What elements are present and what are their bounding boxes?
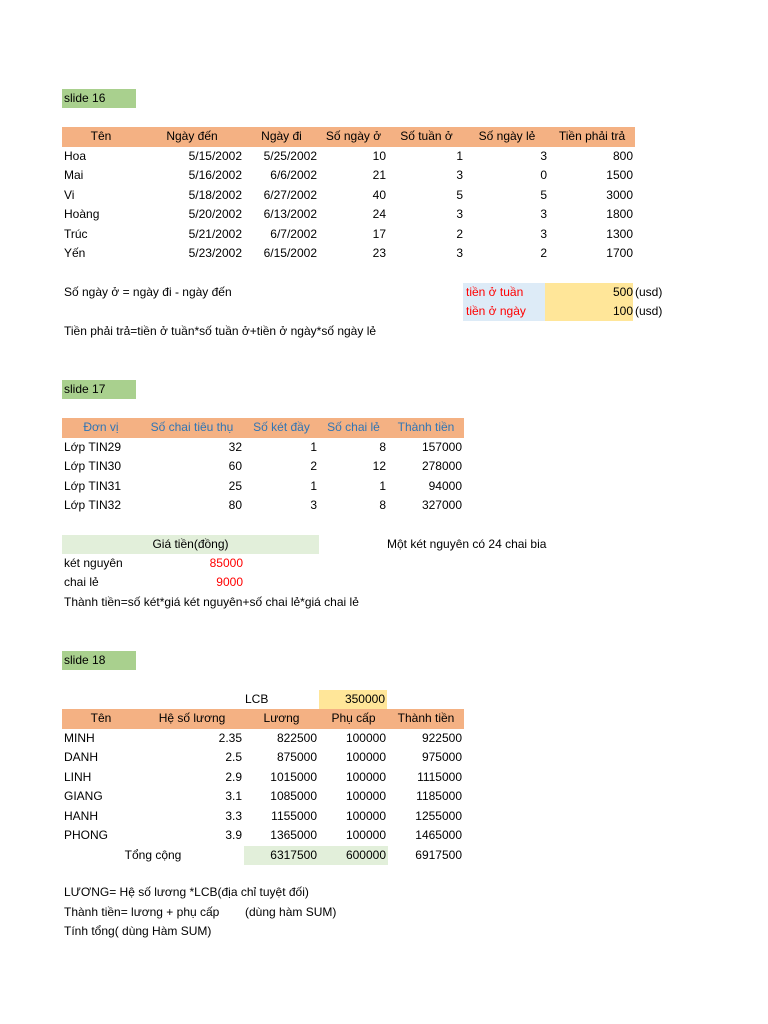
cell: 5 [540,187,547,202]
cell: 1800 [606,207,633,221]
cell: 32 [228,439,242,454]
cell: 5/25/2002 [263,148,317,163]
cell: Hoa [64,148,87,163]
cell: Lớp TIN31 [64,478,122,493]
table-row [62,147,635,167]
rate-day-value: 100 [545,302,633,321]
table-row [62,729,464,749]
slide-16-note-days: Số ngày ở = ngày đi - ngày đến [64,285,232,299]
rate-week-label: tiền ở tuần [463,283,545,302]
cell: 1115000 [417,769,462,784]
header-luong: Lương [263,711,300,725]
rate-day-unit: (usd) [635,304,663,318]
cell: 12 [372,459,386,473]
cell: 327000 [421,498,462,512]
cell: 2 [456,226,463,241]
cell: LINH [64,769,92,784]
cell: Vi [64,187,75,202]
table-row [62,807,464,827]
cell: 23 [372,246,386,260]
cell: 100000 [345,789,386,803]
total-luong: 6317500 [244,846,319,866]
header-so-ngay-le: Số ngày lẻ [478,129,536,143]
cell: 1700 [606,246,633,260]
cell: 875000 [276,750,317,764]
cell: 6/13/2002 [263,207,317,221]
cell: HANH [64,808,99,823]
table-row [62,244,635,264]
cell: 2 [540,246,547,260]
cell: 1 [379,478,386,493]
cell: 5 [456,187,463,202]
cell: 3000 [606,187,633,202]
cell: 1015000 [270,769,317,784]
cell: 2.9 [225,769,242,784]
cell: 6/7/2002 [270,226,317,241]
cell: 1365000 [270,828,317,842]
lcb-label: LCB [245,692,269,706]
cell: 6/6/2002 [270,168,317,182]
cell: 21 [372,168,386,182]
cell: 80 [228,498,242,512]
table-row [62,186,635,206]
slide-18-note-tong: Tính tổng( dùng Hàm SUM) [64,924,212,938]
cell: 100000 [345,769,386,784]
cell: 60 [228,459,242,473]
header-thanh-tien: Thành tiền [397,711,455,725]
cell: 10 [372,148,386,163]
slide-16-label: slide 16 [62,89,136,108]
cell: 8 [379,439,386,454]
table-row [62,826,464,846]
total-label: Tổng cộng [124,847,182,862]
cell: 5/20/2002 [188,207,242,221]
lcb-value: 350000 [319,690,387,709]
cell: 278000 [421,459,462,473]
table-row [62,768,464,788]
table-row [62,205,635,225]
header-phu-cap: Phụ cấp [331,711,376,725]
header-ten: Tên [90,711,112,725]
cell: PHONG [64,828,109,842]
table-row [62,748,464,768]
cell: 1185000 [416,789,462,803]
total-phu-cap: 600000 [319,846,388,866]
cell: 100000 [345,730,386,745]
table-header-row [62,709,464,729]
cell: 24 [372,207,386,221]
cell: 1155000 [271,808,317,823]
cell: 94000 [428,478,462,493]
crate-note: Một két nguyên có 24 chai bia [387,537,547,551]
cell: 2 [310,459,317,473]
cell: DANH [64,750,99,764]
cell: 3 [456,168,463,182]
cell: 100000 [345,808,386,823]
cell: 6/15/2002 [263,246,317,260]
cell: 0 [540,168,547,182]
header-so-ket-day: Số két đầy [253,420,310,434]
crate-price: 85000 [209,556,243,570]
rate-week-unit: (usd) [635,285,663,299]
cell: 922500 [421,730,462,745]
slide-16-note-formula: Tiền phải trả=tiền ở tuần*số tuần ở+tiền ở ngày*số ngày lẻ [64,324,377,338]
cell: Mai [64,168,84,182]
cell: 3 [310,498,317,512]
cell: 25 [228,478,242,493]
cell: 8 [379,498,386,512]
header-ngay-di: Ngày đi [261,129,302,143]
cell: 1 [310,478,317,493]
table-row [62,496,464,516]
table-row [62,438,464,458]
slide-17-label: slide 17 [62,380,136,399]
slide-18-table [62,709,464,865]
cell: 1 [456,148,463,163]
cell: 3 [540,148,547,163]
cell: GIANG [64,789,103,803]
cell: 40 [372,187,386,202]
cell: Lớp TIN29 [64,439,122,454]
cell: Lớp TIN30 [64,459,122,473]
cell: 5/15/2002 [188,148,242,163]
cell: 1465000 [415,828,462,842]
cell: 1300 [606,226,633,241]
total-row [62,846,464,866]
cell: Lớp TIN32 [64,498,122,512]
cell: 17 [372,226,386,241]
cell: 3.1 [225,789,242,803]
cell: 5/23/2002 [188,246,242,260]
table-row [62,787,464,807]
table-header-row [62,418,464,438]
header-so-ngay-o: Số ngày ở [325,129,382,143]
cell: Trúc [64,226,88,241]
cell: 2.5 [225,750,242,764]
header-ten: Tên [90,129,112,143]
cell: 3 [456,246,463,260]
bottle-price: 9000 [216,575,243,589]
cell: 800 [612,148,633,163]
cell: 1 [310,439,317,454]
cell: MINH [64,730,95,745]
header-so-chai-le: Số chai lẻ [327,420,380,434]
cell: 2.35 [218,730,242,745]
header-he-so-luong: Hệ số lương [158,711,226,725]
cell: 5/21/2002 [188,226,242,241]
cell: 5/18/2002 [188,187,242,202]
header-tien-phai-tra: Tiền phải trả [558,129,626,143]
table-header-row [62,127,635,147]
cell: 100000 [345,750,386,764]
slide-16-table [62,127,635,264]
cell: 100000 [345,828,386,842]
header-thanh-tien: Thành tiền [397,420,455,434]
cell: 3 [456,207,463,221]
cell: 3 [540,207,547,221]
table-row [62,457,464,477]
cell: Hoàng [64,207,100,221]
table-row [62,225,635,245]
cell: 5/16/2002 [188,168,242,182]
table-row [62,477,464,497]
header-so-tuan-o: Số tuần ở [400,129,453,143]
cell: 1500 [606,168,633,182]
cell: 157000 [421,439,462,454]
cell: 975000 [421,750,462,764]
cell: 3.3 [225,808,242,823]
bottle-label: chai lẻ [64,575,99,589]
cell: 1085000 [270,789,317,803]
cell: 6/27/2002 [263,187,317,202]
slide-18-note-luong: LƯƠNG= Hệ số lương *LCB(địa chỉ tuyệt đối) [64,885,309,899]
slide-18-label: slide 18 [62,651,136,670]
rate-week-value: 500 [545,283,633,302]
slide-17-formula: Thành tiền=số két*giá két nguyên+số chai lẻ*giá chai lẻ [64,595,359,609]
cell: 1255000 [415,808,462,823]
header-ngay-den: Ngày đến [166,129,218,143]
cell: Yến [64,246,86,260]
crate-label: két nguyên [64,556,123,570]
slide-17-table [62,418,464,516]
rate-day-label: tiền ở ngày [463,302,545,321]
cell: 3 [540,226,547,241]
cell: 822500 [276,730,317,745]
price-header: Giá tiền(đồng) [62,535,319,554]
slide-18-note-sum: (dùng hàm SUM) [245,905,337,919]
header-don-vi: Đơn vị [83,420,119,434]
cell: 3.9 [225,828,242,842]
table-row [62,166,635,186]
header-so-chai-tieu-thu: Số chai tiêu thụ [150,420,234,434]
total-thanh-tien: 6917500 [415,847,462,862]
slide-18-note-thanh-tien: Thành tiền= lương + phụ cấp [64,905,220,919]
